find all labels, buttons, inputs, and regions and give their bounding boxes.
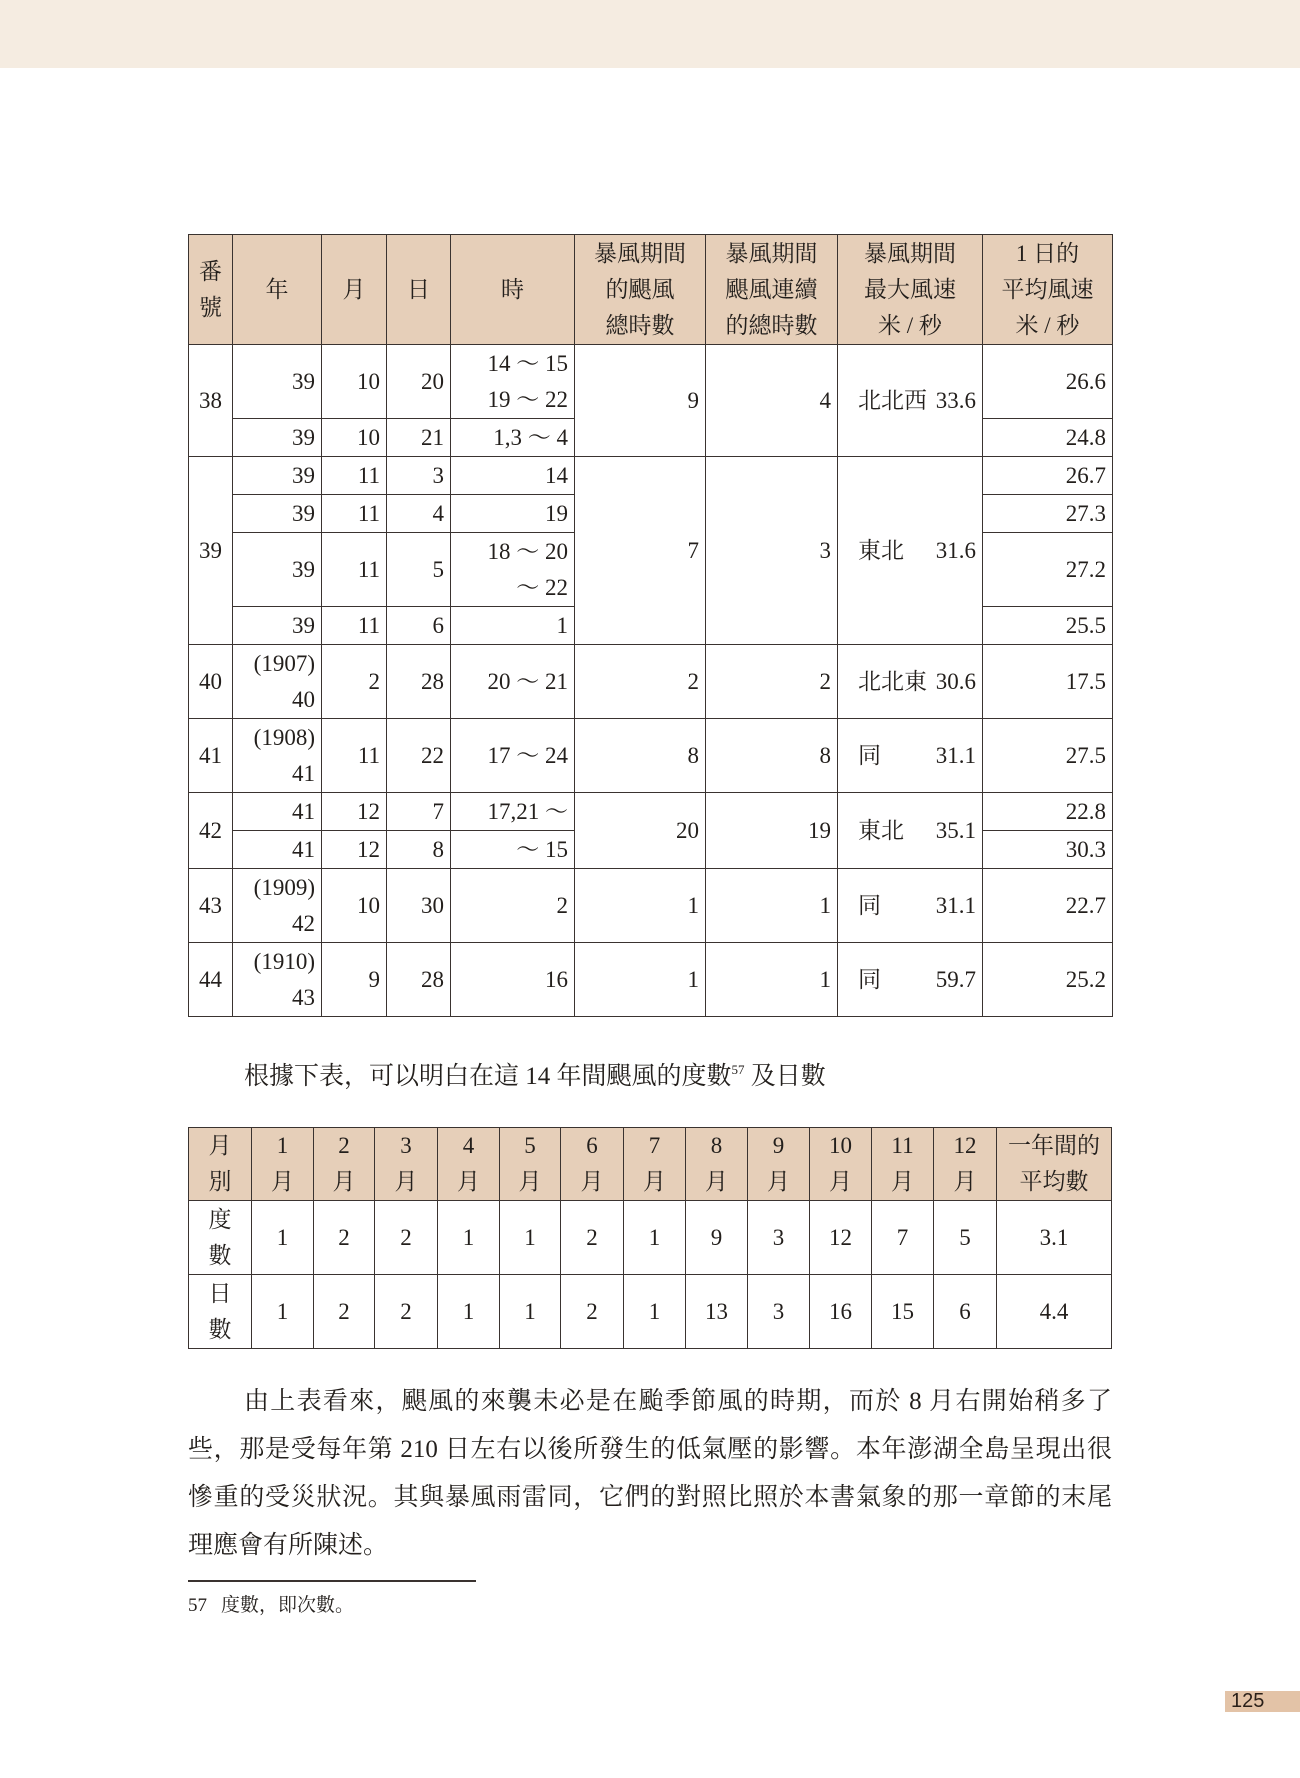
wind-speed: 31.6 — [935, 537, 976, 563]
value-cell: 6 — [934, 1275, 997, 1349]
day-cell: 30 — [387, 869, 451, 943]
total-hours-cell: 1 — [575, 869, 706, 943]
value-cell: 1 — [624, 1275, 686, 1349]
wind-speed: 35.1 — [935, 817, 976, 843]
month-cell: 2 — [322, 645, 387, 719]
continuous-hours-cell: 2 — [706, 645, 838, 719]
month-cell: 11 — [322, 607, 387, 645]
month-cell: 12 — [322, 793, 387, 831]
wind-speed: 31.1 — [935, 742, 976, 768]
day-cell: 7 — [387, 793, 451, 831]
record-number: 39 — [189, 457, 233, 645]
column-header: 年 — [233, 235, 322, 345]
day-cell: 21 — [387, 419, 451, 457]
year-cell: 41 — [233, 793, 322, 831]
daily-average-cell: 27.5 — [983, 719, 1113, 793]
continuous-hours-cell: 1 — [706, 943, 838, 1017]
wind-speed: 31.1 — [935, 892, 976, 918]
value-cell: 1 — [500, 1275, 561, 1349]
table-row — [189, 645, 1113, 719]
wind-direction: 北北西 — [858, 387, 927, 413]
daily-average-cell: 25.5 — [983, 607, 1113, 645]
year-cell: (1908) 41 — [233, 719, 322, 793]
month-cell: 10 — [322, 419, 387, 457]
column-header: 月 別 — [189, 1128, 252, 1201]
max-wind-cell — [838, 345, 983, 457]
month-cell: 11 — [322, 457, 387, 495]
footnote-text: 度數，即次數。 — [221, 1595, 355, 1616]
column-header: 2 月 — [314, 1128, 375, 1201]
value-cell: 2 — [561, 1275, 624, 1349]
intro-text-end: 及日數 — [744, 1063, 826, 1090]
value-cell: 2 — [314, 1201, 375, 1275]
max-wind-cell — [838, 943, 983, 1017]
daily-average-cell: 26.7 — [983, 457, 1113, 495]
column-header: 12 月 — [934, 1128, 997, 1201]
value-cell: 5 — [934, 1201, 997, 1275]
footnote-divider — [188, 1580, 476, 1582]
footnote-reference[interactable]: 57 — [731, 1062, 745, 1077]
record-number: 44 — [189, 943, 233, 1017]
record-number: 40 — [189, 645, 233, 719]
year-cell: 39 — [233, 495, 322, 533]
year-cell: (1909) 42 — [233, 869, 322, 943]
typhoon-monthly-table — [188, 1127, 1112, 1349]
table-row — [189, 943, 1113, 1017]
value-cell: 13 — [686, 1275, 748, 1349]
column-header: 時 — [451, 235, 575, 345]
daily-average-cell: 27.3 — [983, 495, 1113, 533]
day-cell: 8 — [387, 831, 451, 869]
day-cell: 20 — [387, 345, 451, 419]
hour-cell: 〜 15 — [451, 831, 575, 869]
value-cell: 1 — [252, 1275, 314, 1349]
wind-direction: 東北 — [858, 817, 904, 843]
hour-cell: 17,21 〜 — [451, 793, 575, 831]
hour-cell: 1 — [451, 607, 575, 645]
column-header: 暴風期間 的颶風 總時數 — [575, 235, 706, 345]
daily-average-cell: 26.6 — [983, 345, 1113, 419]
continuous-hours-cell: 4 — [706, 345, 838, 457]
day-cell: 28 — [387, 645, 451, 719]
hour-cell: 14 〜 15 19 〜 22 — [451, 345, 575, 419]
total-hours-cell: 20 — [575, 793, 706, 869]
month-cell: 10 — [322, 869, 387, 943]
year-cell: 41 — [233, 831, 322, 869]
hour-cell: 2 — [451, 869, 575, 943]
wind-direction: 北北東 — [858, 668, 927, 694]
month-cell: 11 — [322, 495, 387, 533]
year-cell: (1910) 43 — [233, 943, 322, 1017]
footnote-number: 57 — [188, 1595, 207, 1616]
year-cell: 39 — [233, 457, 322, 495]
value-cell: 1 — [438, 1275, 500, 1349]
column-header: 1 日的 平均風速 米 / 秒 — [983, 235, 1113, 345]
table-row — [189, 793, 1113, 831]
hour-cell: 14 — [451, 457, 575, 495]
column-header: 4 月 — [438, 1128, 500, 1201]
value-cell: 7 — [872, 1201, 934, 1275]
column-header: 3 月 — [375, 1128, 438, 1201]
column-header: 6 月 — [561, 1128, 624, 1201]
year-cell: 39 — [233, 345, 322, 419]
wind-speed: 33.6 — [935, 387, 976, 413]
day-cell: 6 — [387, 607, 451, 645]
value-cell: 1 — [252, 1201, 314, 1275]
value-cell: 1 — [624, 1201, 686, 1275]
continuous-hours-cell: 19 — [706, 793, 838, 869]
value-cell: 1 — [438, 1201, 500, 1275]
max-wind — [858, 533, 976, 569]
record-number: 43 — [189, 869, 233, 943]
column-header: 11 月 — [872, 1128, 934, 1201]
column-header: 1 月 — [252, 1128, 314, 1201]
value-cell: 4.4 — [997, 1275, 1112, 1349]
daily-average-cell: 30.3 — [983, 831, 1113, 869]
month-cell: 10 — [322, 345, 387, 419]
value-cell: 3.1 — [997, 1201, 1112, 1275]
column-header: 日 — [387, 235, 451, 345]
column-header: 5 月 — [500, 1128, 561, 1201]
table-header-row — [189, 1128, 1112, 1201]
column-header: 月 — [322, 235, 387, 345]
typhoon-records-table — [188, 234, 1113, 1017]
daily-average-cell: 25.2 — [983, 943, 1113, 1017]
value-cell: 12 — [810, 1201, 872, 1275]
value-cell: 2 — [314, 1275, 375, 1349]
column-header: 9 月 — [748, 1128, 810, 1201]
daily-average-cell: 17.5 — [983, 645, 1113, 719]
value-cell: 1 — [500, 1201, 561, 1275]
month-cell: 11 — [322, 533, 387, 607]
value-cell: 2 — [375, 1275, 438, 1349]
max-wind — [858, 813, 976, 849]
value-cell: 15 — [872, 1275, 934, 1349]
table-header-row — [189, 235, 1113, 345]
max-wind-cell — [838, 793, 983, 869]
record-number: 38 — [189, 345, 233, 457]
max-wind — [858, 383, 976, 419]
max-wind — [858, 738, 976, 774]
hour-cell: 20 〜 21 — [451, 645, 575, 719]
max-wind — [858, 888, 976, 924]
body-paragraph: 由上表看來，颶風的來襲未必是在颱季節風的時期，而於 8 月右開始稍多了些，那是受每年第 210 日左右以後所發生的低氣壓的影響。本年澎湖全島呈現出很慘重的受災狀況。其與暴風雨雷同，它們的對照比照於本書氣象的那一章節的末尾理應會有所陳述。 — [188, 1388, 1112, 1559]
row-label: 度 數 — [189, 1201, 252, 1275]
total-hours-cell: 9 — [575, 345, 706, 457]
wind-direction: 東北 — [858, 537, 904, 563]
table-row — [189, 457, 1113, 495]
hour-cell: 17 〜 24 — [451, 719, 575, 793]
row-label: 日 數 — [189, 1275, 252, 1349]
table-row — [189, 1275, 1112, 1349]
day-cell: 4 — [387, 495, 451, 533]
hour-cell: 18 〜 20 〜 22 — [451, 533, 575, 607]
day-cell: 28 — [387, 943, 451, 1017]
value-cell: 9 — [686, 1201, 748, 1275]
daily-average-cell: 24.8 — [983, 419, 1113, 457]
value-cell: 2 — [375, 1201, 438, 1275]
year-cell: (1907) 40 — [233, 645, 322, 719]
max-wind-cell — [838, 457, 983, 645]
column-header: 7 月 — [624, 1128, 686, 1201]
max-wind — [858, 664, 976, 700]
wind-direction: 同 — [858, 966, 881, 992]
continuous-hours-cell: 1 — [706, 869, 838, 943]
max-wind-cell — [838, 719, 983, 793]
value-cell: 2 — [561, 1201, 624, 1275]
wind-speed: 30.6 — [935, 668, 976, 694]
value-cell: 16 — [810, 1275, 872, 1349]
total-hours-cell: 1 — [575, 943, 706, 1017]
table-row — [189, 719, 1113, 793]
day-cell: 3 — [387, 457, 451, 495]
footnote — [188, 1592, 354, 1620]
top-header-band — [0, 0, 1300, 68]
intro-text: 根據下表，可以明白在這 14 年間颶風的度數 — [244, 1063, 732, 1090]
max-wind-cell — [838, 645, 983, 719]
day-cell: 5 — [387, 533, 451, 607]
year-cell: 39 — [233, 419, 322, 457]
table-row — [189, 869, 1113, 943]
total-hours-cell: 2 — [575, 645, 706, 719]
table-row — [189, 345, 1113, 419]
daily-average-cell: 27.2 — [983, 533, 1113, 607]
continuous-hours-cell: 3 — [706, 457, 838, 645]
month-cell: 9 — [322, 943, 387, 1017]
max-wind-cell — [838, 869, 983, 943]
value-cell: 3 — [748, 1275, 810, 1349]
month-cell: 12 — [322, 831, 387, 869]
column-header: 一年間的 平均數 — [997, 1128, 1112, 1201]
month-cell: 11 — [322, 719, 387, 793]
daily-average-cell: 22.8 — [983, 793, 1113, 831]
value-cell: 3 — [748, 1201, 810, 1275]
page-number: 125 — [1225, 1691, 1300, 1712]
continuous-hours-cell: 8 — [706, 719, 838, 793]
total-hours-cell: 7 — [575, 457, 706, 645]
wind-speed: 59.7 — [935, 966, 976, 992]
column-header: 暴風期間 颶風連續 的總時數 — [706, 235, 838, 345]
column-header: 10 月 — [810, 1128, 872, 1201]
record-number: 41 — [189, 719, 233, 793]
column-header: 8 月 — [686, 1128, 748, 1201]
column-header: 暴風期間 最大風速 米 / 秒 — [838, 235, 983, 345]
year-cell: 39 — [233, 533, 322, 607]
wind-direction: 同 — [858, 742, 881, 768]
year-cell: 39 — [233, 607, 322, 645]
daily-average-cell: 22.7 — [983, 869, 1113, 943]
hour-cell: 16 — [451, 943, 575, 1017]
wind-direction: 同 — [858, 892, 881, 918]
max-wind — [858, 962, 976, 998]
total-hours-cell: 8 — [575, 719, 706, 793]
table-row — [189, 1201, 1112, 1275]
hour-cell: 1,3 〜 4 — [451, 419, 575, 457]
column-header: 番 號 — [189, 235, 233, 345]
day-cell: 22 — [387, 719, 451, 793]
record-number: 42 — [189, 793, 233, 869]
hour-cell: 19 — [451, 495, 575, 533]
intro-paragraph — [188, 1046, 1112, 1101]
